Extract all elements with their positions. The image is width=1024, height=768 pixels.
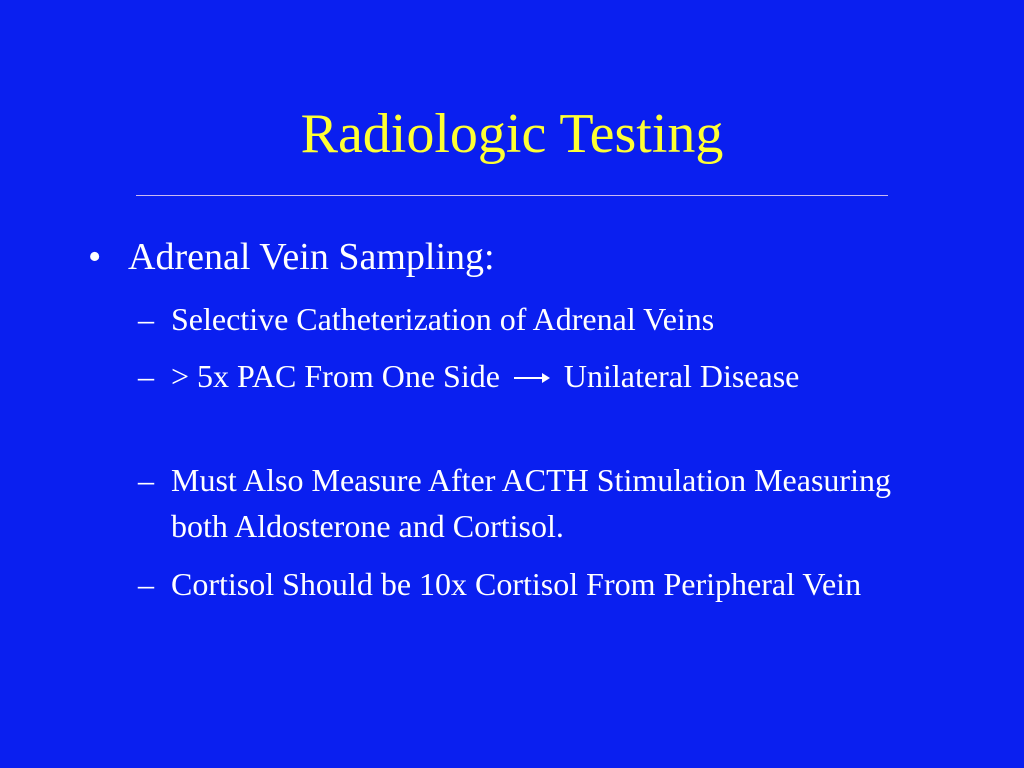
bullet-item [88, 233, 495, 281]
sub-item-dash: – [138, 358, 154, 394]
sub-item-text: Cortisol Should be 10x Cortisol From Peripheral Vein [171, 566, 862, 602]
sub-item-text: Must Also Measure After ACTH Stimulation Measuring both Aldosterone and Cortisol. [171, 462, 891, 544]
sub-item-dash: – [138, 566, 154, 602]
sub-item-2 [138, 353, 918, 399]
bullet-marker: • [88, 236, 102, 278]
sub-item-text: Selective Catheterization of Adrenal Veins [171, 301, 715, 337]
slide-title: Radiologic Testing [300, 103, 724, 165]
sub-item-text-pre: > 5x PAC From One Side [171, 358, 500, 394]
sub-item-dash: – [138, 301, 154, 337]
sub-item-1 [138, 296, 918, 342]
sub-item-3 [138, 457, 918, 549]
sub-item-dash: – [138, 462, 154, 498]
right-arrow-icon [514, 371, 550, 385]
title-divider [136, 195, 888, 196]
sub-item-text [171, 353, 918, 399]
sub-item-text-post: Unilateral Disease [563, 358, 800, 394]
bullet-text: Adrenal Vein Sampling: [128, 236, 495, 278]
sub-item-4 [138, 561, 918, 607]
